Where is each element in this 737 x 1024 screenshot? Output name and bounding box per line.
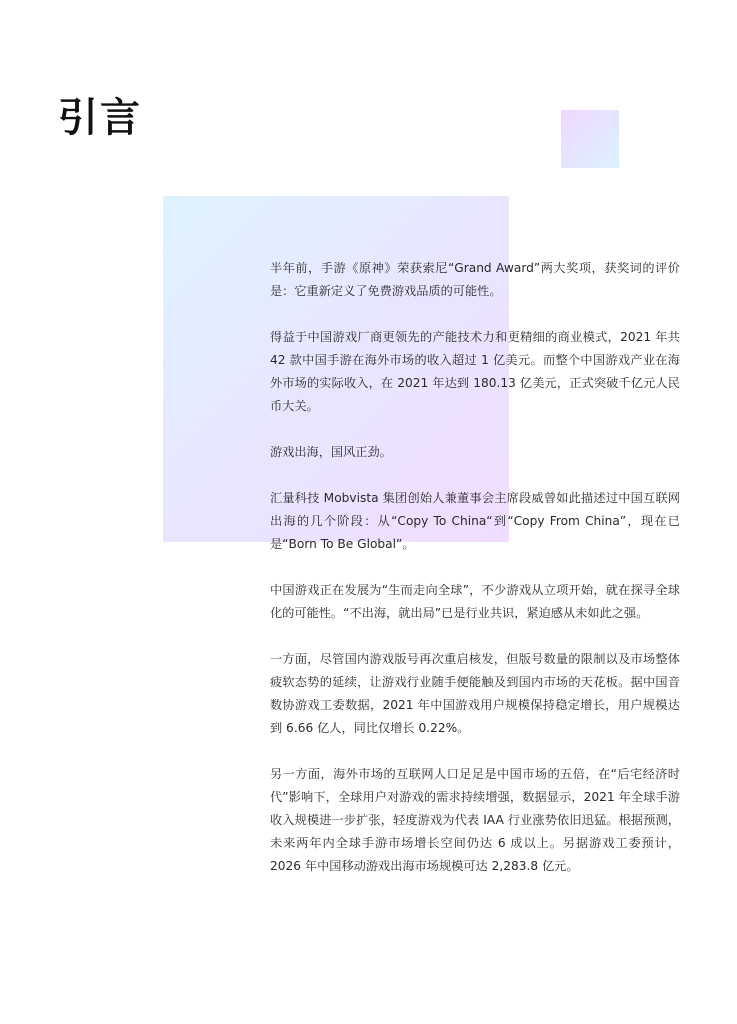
paragraph: 半年前，手游《原神》荣获索尼“Grand Award”两大奖项，获奖词的评价是：它重新定义了免费游戏品质的可能性。	[270, 261, 680, 298]
paragraph: 汇量科技 Mobvista 集团创始人兼董事会主席段威曾如此描述过中国互联网出海的几个阶段：从“Copy To China“到“Copy From China”，现在已是“Born To Be Global”。	[270, 491, 680, 551]
intro-body	[270, 257, 680, 901]
paragraph: 另一方面，海外市场的互联网人口足足是中国市场的五倍，在“后宅经济时代”影响下，全球用户对游戏的需求持续增强，数据显示，2021 年全球手游收入规模进一步扩张，轻度游戏为代表 IAA 行业涨势依旧迅猛。根据预测，未来两年内全球手游市场增长空间仍达 6 成以上。另据游戏工委预计，2026 年中国移动游戏出海市场规模可达 2,283.8 亿元。	[270, 767, 680, 873]
paragraph: 中国游戏正在发展为“生而走向全球”，不少游戏从立项开始，就在探寻全球化的可能性。“不出海，就出局”已是行业共识，紧迫感从未如此之强。	[270, 583, 680, 620]
paragraph: 得益于中国游戏厂商更领先的产能技术力和更精细的商业模式，2021 年共 42 款中国手游在海外市场的收入超过 1 亿美元。而整个中国游戏产业在海外市场的实际收入，在 2021 年达到 180.13 亿美元，正式突破千亿元人民币大关。	[270, 330, 680, 413]
paragraph: 一方面，尽管国内游戏版号再次重启核发，但版号数量的限制以及市场整体疲软态势的延续，让游戏行业随手便能触及到国内市场的天花板。据中国音数协游戏工委数据，2021 年中国游戏用户规模保持稳定增长，用户规模达到 6.66 亿人，同比仅增长 0.22%。	[270, 652, 680, 735]
paragraph: 游戏出海，国风正劲。	[270, 445, 392, 459]
page-title: 引言	[58, 95, 142, 141]
decorative-gradient-square	[561, 110, 619, 168]
